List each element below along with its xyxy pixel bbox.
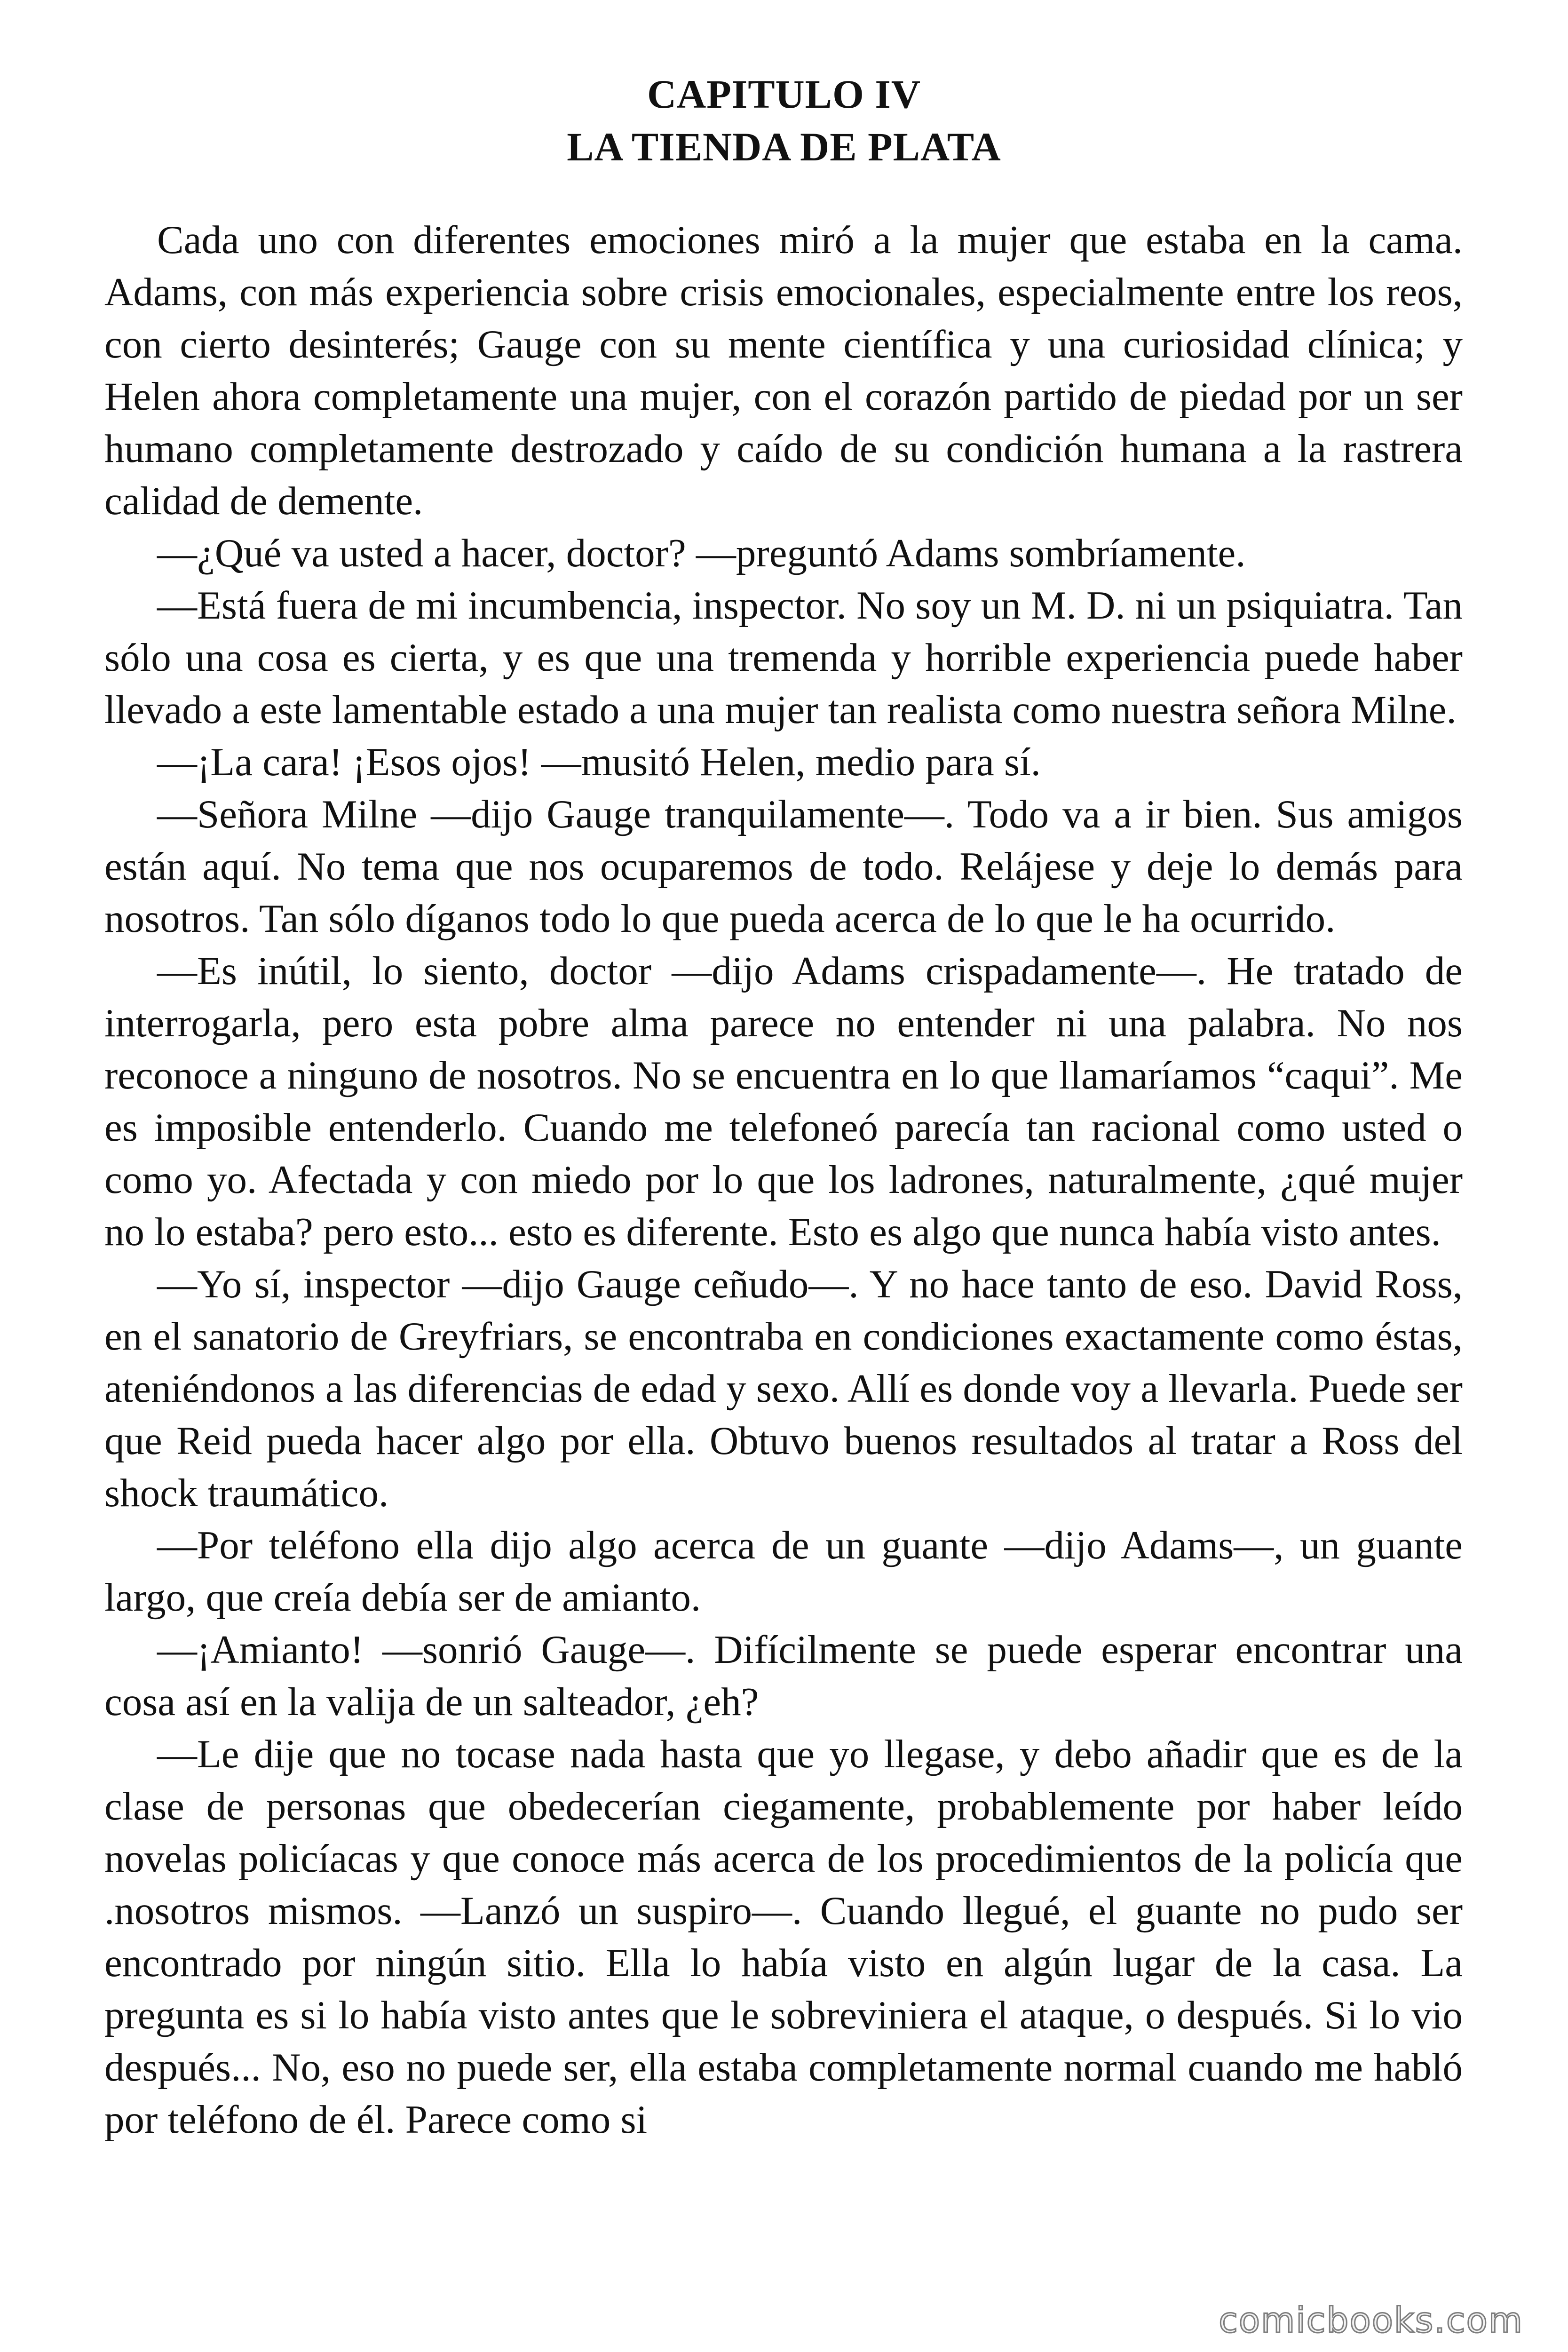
paragraph: —Está fuera de mi incumbencia, inspector. No soy un M. D. ni un psiquiatra. Tan sólo una cosa es cierta, y es que una tremenda y horrible experiencia puede haber llevado a este lamentable estado a una mujer tan realista como nuestra señora Milne. bbox=[104, 583, 1463, 732]
chapter-title: LA TIENDA DE PLATA bbox=[567, 124, 1001, 169]
paragraph: —Señora Milne —dijo Gauge tranquilamente—. Todo va a ir bien. Sus amigos están aquí. No tema que nos ocuparemos de todo. Relájese y deje lo demás para nosotros. Tan sólo díganos todo lo que pueda acerca de lo que le ha ocurrido. bbox=[104, 792, 1463, 941]
chapter-body bbox=[104, 214, 1463, 2146]
paragraph: —Yo sí, inspector —dijo Gauge ceñudo—. Y no hace tanto de eso. David Ross, en el sanatorio de Greyfriars, se encontraba en condiciones exactamente como éstas, ateniéndonos a las diferencias de edad y sexo. Allí es donde voy a llevarla. Puede ser que Reid pueda hacer algo por ella. Obtuvo buenos resultados al tratar a Ross del shock traumático. bbox=[104, 1262, 1463, 1515]
watermark: comicbooks.com bbox=[1219, 2300, 1523, 2341]
paragraph: —Por teléfono ella dijo algo acerca de un guante —dijo Adams—, un guante largo, que creía debía ser de amianto. bbox=[104, 1523, 1463, 1620]
paragraph: —¡Amianto! —sonrió Gauge—. Difícilmente se puede esperar encontrar una cosa así en la valija de un salteador, ¿eh? bbox=[104, 1628, 1463, 1724]
paragraph: —Le dije que no tocase nada hasta que yo llegase, y debo añadir que es de la clase de personas que obedecerían ciegamente, probablemente por haber leído novelas policíacas y que conoce más acerca de los procedimientos de la policía que .nosotros mismos. —Lanzó un suspiro—. Cuando llegué, el guante no pudo ser encontrado por ningún sitio. Ella lo había visto en algún lugar de la casa. La pregunta es si lo había visto antes que le sobreviniera el ataque, o después. Si lo vio después... No, eso no puede ser, ella estaba completamente normal cuando me habló por teléfono de él. Parece como si bbox=[104, 1732, 1463, 2142]
paragraph: —Es inútil, lo siento, doctor —dijo Adams crispadamente—. He tratado de interrogarla, pero esta pobre alma parece no entender ni una palabra. No nos reconoce a ninguno de nosotros. No se encuentra en lo que llamaríamos “caqui”. Me es imposible entenderlo. Cuando me telefoneó parecía tan racional como usted o como yo. Afectada y con miedo por lo que los ladrones, naturalmente, ¿qué mujer no lo estaba? pero esto... esto es diferente. Esto es algo que nunca había visto antes. bbox=[104, 949, 1463, 1254]
paragraph: —¡La cara! ¡Esos ojos! —musitó Helen, medio para sí. bbox=[157, 740, 1041, 784]
paragraph: —¿Qué va usted a hacer, doctor? —preguntó Adams sombríamente. bbox=[157, 531, 1246, 575]
chapter-number: CAPITULO IV bbox=[647, 72, 921, 117]
paragraph: Cada uno con diferentes emociones miró a la mujer que estaba en la cama. Adams, con más experiencia sobre crisis emocionales, especialmente entre los reos, con cierto desinterés; Gauge con su mente científica y una curiosidad clínica; y Helen ahora completamente una mujer, con el corazón partido de piedad por un ser humano completamente destrozado y caído de su condición humana a la rastrera calidad de demente. bbox=[104, 218, 1463, 523]
